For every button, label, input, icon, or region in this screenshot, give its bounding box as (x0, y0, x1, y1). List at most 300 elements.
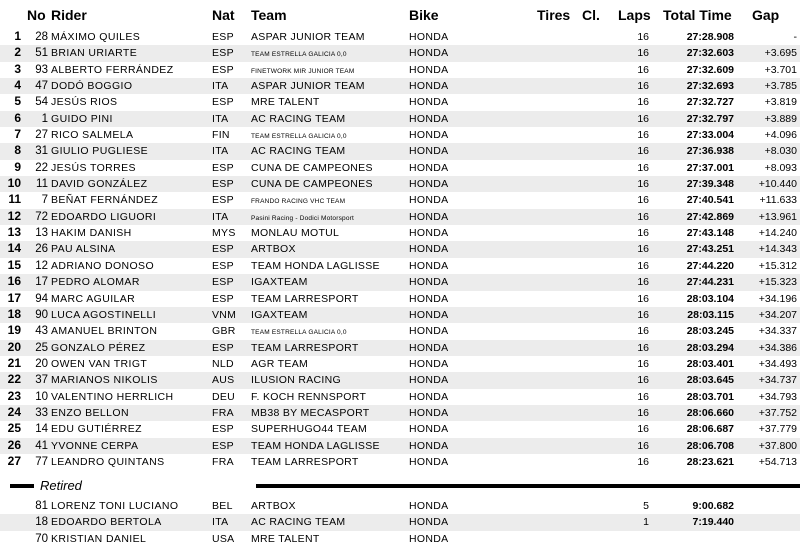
bike-make: HONDA (409, 63, 449, 76)
nationality: ESP (212, 194, 234, 207)
nationality: ESP (212, 63, 234, 76)
nationality: ITA (212, 210, 229, 223)
laps-completed: 16 (637, 194, 649, 207)
classified-results-table (0, 29, 800, 470)
position: 12 (7, 208, 21, 223)
position: 14 (7, 241, 21, 256)
rider-number: 81 (35, 500, 48, 512)
position: 3 (14, 61, 21, 76)
laps-completed: 16 (637, 227, 649, 240)
position: 5 (14, 94, 21, 109)
team-name: TEAM HONDA LAGLISSE (251, 439, 380, 452)
bike-make: HONDA (409, 455, 449, 468)
position: 27 (7, 453, 21, 468)
gap-to-leader: +13.961 (758, 210, 797, 223)
gap-to-leader: +54.713 (758, 455, 797, 468)
total-time: 28:03.245 (686, 325, 734, 338)
team-name: MRE TALENT (251, 532, 320, 545)
bike-make: HONDA (409, 423, 449, 436)
laps-completed: 16 (637, 178, 649, 191)
total-time: 27:43.251 (686, 243, 734, 256)
rider-name: JESÚS TORRES (51, 161, 136, 174)
rider-number: 93 (35, 63, 48, 76)
rider-name: ADRIANO DONOSO (51, 259, 155, 272)
result-row (0, 29, 800, 45)
rider-name: MARC AGUILAR (51, 292, 136, 305)
nationality: GBR (212, 325, 236, 338)
header-class: Cl. (582, 7, 600, 23)
rider-name: GIULIO PUGLIESE (51, 145, 149, 158)
retired-row (0, 514, 800, 530)
rider-name: BRIAN URIARTE (51, 47, 138, 60)
nationality: ESP (212, 161, 234, 174)
position: 9 (14, 159, 21, 174)
position: 1 (14, 29, 21, 43)
position: 16 (7, 274, 21, 289)
laps-completed: 16 (637, 259, 649, 272)
rider-number: 13 (35, 227, 48, 240)
team-name: MB38 BY MECASPORT (251, 406, 370, 419)
bike-make: HONDA (409, 161, 449, 174)
header-laps: Laps (618, 7, 651, 23)
position: 17 (7, 290, 21, 305)
rider-name: RICO SALMELA (51, 129, 134, 142)
rider-number: 28 (35, 31, 48, 43)
total-time: 27:39.348 (686, 178, 734, 191)
result-row (0, 389, 800, 405)
result-row (0, 160, 800, 176)
team-name: FRANDO RACING VHC TEAM (251, 198, 346, 206)
nationality: MYS (212, 227, 236, 240)
team-name: AC RACING TEAM (251, 145, 346, 158)
gap-to-leader: +34.737 (758, 374, 797, 387)
nationality: VNM (212, 308, 237, 321)
total-time: 9:00.682 (692, 500, 734, 512)
total-time: 28:03.401 (686, 357, 734, 370)
nationality: ESP (212, 243, 234, 256)
total-time: 27:32.603 (686, 47, 734, 60)
rider-name: DODÓ BOGGIO (51, 80, 133, 93)
bike-make: HONDA (409, 516, 449, 529)
result-row (0, 209, 800, 225)
bike-make: HONDA (409, 341, 449, 354)
team-name: ASPAR JUNIOR TEAM (251, 80, 365, 93)
nationality: ESP (212, 47, 234, 60)
team-name: CUNA DE CAMPEONES (251, 178, 373, 191)
total-time: 28:03.104 (686, 292, 734, 305)
gap-to-leader: +3.889 (764, 112, 797, 125)
laps-completed: 16 (637, 47, 649, 60)
total-time: 27:32.609 (686, 63, 734, 76)
nationality: ESP (212, 31, 234, 43)
position: 11 (8, 192, 21, 207)
nationality: ESP (212, 439, 234, 452)
bike-make: HONDA (409, 243, 449, 256)
rider-name: BEÑAT FERNÁNDEZ (51, 194, 159, 207)
nationality: FIN (212, 129, 230, 142)
rider-number: 54 (35, 96, 48, 109)
rider-name: HAKIM DANISH (51, 227, 132, 240)
position: 21 (7, 355, 21, 370)
rider-number: 26 (35, 243, 48, 256)
result-row (0, 225, 800, 241)
team-name: TEAM ESTRELLA GALICIA 0,0 (251, 329, 347, 337)
gap-to-leader: +34.196 (758, 292, 797, 305)
gap-to-leader: - (793, 31, 797, 43)
bike-make: HONDA (409, 439, 449, 452)
rider-number: 41 (35, 439, 48, 452)
bike-make: HONDA (409, 406, 449, 419)
result-row (0, 307, 800, 323)
total-time: 27:36.938 (686, 145, 734, 158)
bike-make: HONDA (409, 178, 449, 191)
nationality: FRA (212, 455, 234, 468)
gap-to-leader: +3.785 (764, 80, 797, 93)
rider-number: 11 (36, 178, 48, 191)
team-name: CUNA DE CAMPEONES (251, 161, 373, 174)
laps-completed: 16 (637, 31, 649, 43)
total-time: 7:19.440 (692, 516, 734, 529)
header-rider: Rider (51, 7, 87, 23)
divider-bar-right (256, 484, 800, 488)
rider-name: AMANUEL BRINTON (51, 325, 158, 338)
nationality: USA (212, 532, 235, 545)
rider-name: ENZO BELLON (51, 406, 129, 419)
position: 22 (7, 372, 21, 387)
total-time: 28:03.294 (686, 341, 734, 354)
rider-name: LEANDRO QUINTANS (51, 455, 165, 468)
result-row (0, 127, 800, 143)
result-row (0, 405, 800, 421)
gap-to-leader: +8.030 (764, 145, 797, 158)
retired-row (0, 498, 800, 514)
position: 2 (14, 45, 21, 60)
total-time: 27:33.004 (686, 129, 734, 142)
laps-completed: 16 (637, 129, 649, 142)
rider-number: 77 (35, 455, 48, 468)
nationality: ITA (212, 516, 229, 529)
position: 26 (7, 437, 21, 452)
team-name: SUPERHUGO44 TEAM (251, 423, 368, 436)
rider-name: DAVID GONZÁLEZ (51, 178, 148, 191)
retired-results-table (0, 498, 800, 547)
laps-completed: 16 (637, 96, 649, 109)
retired-row (0, 531, 800, 547)
bike-make: HONDA (409, 227, 449, 240)
bike-make: HONDA (409, 259, 449, 272)
rider-name: MÁXIMO QUILES (51, 31, 141, 43)
nationality: ESP (212, 96, 234, 109)
rider-name: EDOARDO LIGUORI (51, 210, 157, 223)
team-name: ARTBOX (251, 243, 296, 256)
rider-name: VALENTINO HERRLICH (51, 390, 174, 403)
gap-to-leader: +3.695 (764, 47, 797, 60)
team-name: F. KOCH RENNSPORT (251, 390, 367, 403)
rider-number: 25 (35, 341, 48, 354)
result-row (0, 438, 800, 454)
gap-to-leader: +37.752 (758, 406, 797, 419)
bike-make: HONDA (409, 194, 449, 207)
gap-to-leader: +15.312 (758, 259, 797, 272)
bike-make: HONDA (409, 308, 449, 321)
result-row (0, 176, 800, 192)
rider-number: 20 (35, 357, 48, 370)
total-time: 28:03.701 (686, 390, 734, 403)
rider-number: 70 (35, 532, 48, 545)
team-name: AC RACING TEAM (251, 112, 346, 125)
header-tires: Tires (537, 7, 571, 23)
nationality: ESP (212, 423, 234, 436)
bike-make: HONDA (409, 31, 449, 43)
bike-make: HONDA (409, 112, 449, 125)
rider-name: MARIANOS NIKOLIS (51, 374, 158, 387)
rider-number: 90 (35, 308, 48, 321)
laps-completed: 16 (637, 390, 649, 403)
gap-to-leader: +4.096 (764, 129, 797, 142)
rider-number: 94 (35, 292, 48, 305)
rider-number: 27 (35, 129, 48, 142)
laps-completed: 16 (637, 112, 649, 125)
result-row (0, 421, 800, 437)
gap-to-leader: +15.323 (758, 276, 797, 289)
laps-completed: 16 (637, 243, 649, 256)
laps-completed: 16 (637, 145, 649, 158)
total-time: 27:28.908 (686, 31, 734, 43)
nationality: FRA (212, 406, 234, 419)
bike-make: HONDA (409, 374, 449, 387)
rider-number: 1 (41, 112, 48, 125)
laps-completed: 16 (637, 374, 649, 387)
rider-name: EDOARDO BERTOLA (51, 516, 162, 529)
rider-name: ALBERTO FERRÁNDEZ (51, 63, 174, 76)
total-time: 28:23.621 (686, 455, 734, 468)
rider-number: 37 (35, 374, 48, 387)
bike-make: HONDA (409, 532, 449, 545)
total-time: 27:32.727 (686, 96, 734, 109)
laps-completed: 16 (637, 406, 649, 419)
position: 23 (7, 388, 21, 403)
rider-number: 43 (35, 325, 48, 338)
rider-name: LUCA AGOSTINELLI (51, 308, 157, 321)
team-name: IGAXTEAM (251, 308, 308, 321)
bike-make: HONDA (409, 210, 449, 223)
rider-number: 18 (35, 516, 48, 529)
total-time: 27:44.220 (686, 259, 734, 272)
position: 7 (14, 127, 21, 142)
bike-make: HONDA (409, 80, 449, 93)
rider-number: 10 (35, 390, 48, 403)
bike-make: HONDA (409, 390, 449, 403)
result-row (0, 323, 800, 339)
laps-completed: 16 (637, 455, 649, 468)
team-name: FINETWORK MIR JUNIOR TEAM (251, 67, 355, 75)
rider-number: 14 (35, 423, 48, 436)
total-time: 27:44.231 (686, 276, 734, 289)
bike-make: HONDA (409, 357, 449, 370)
total-time: 27:32.693 (686, 80, 734, 93)
result-row (0, 62, 800, 78)
rider-name: JESÚS RIOS (51, 96, 118, 109)
position: 18 (7, 306, 21, 321)
header-bike: Bike (409, 7, 439, 23)
team-name: AC RACING TEAM (251, 516, 346, 529)
bike-make: HONDA (409, 145, 449, 158)
rider-name: KRISTIAN DANIEL (51, 532, 147, 545)
team-name: TEAM HONDA LAGLISSE (251, 259, 380, 272)
laps-completed: 16 (637, 357, 649, 370)
nationality: BEL (212, 500, 233, 512)
result-row (0, 143, 800, 159)
gap-to-leader: +3.819 (764, 96, 797, 109)
rider-number: 17 (35, 276, 48, 289)
header-no: No (27, 7, 46, 23)
bike-make: HONDA (409, 129, 449, 142)
position: 15 (7, 257, 21, 272)
retired-section-divider (0, 475, 800, 497)
position: 10 (7, 176, 21, 191)
gap-to-leader: +8.093 (764, 161, 797, 174)
nationality: ITA (212, 112, 229, 125)
team-name: TEAM LARRESPORT (251, 341, 359, 354)
gap-to-leader: +34.207 (758, 308, 797, 321)
total-time: 28:03.115 (687, 308, 734, 321)
nationality: AUS (212, 374, 235, 387)
bike-make: HONDA (409, 292, 449, 305)
team-name: AGR TEAM (251, 357, 309, 370)
rider-name: GUIDO PINI (51, 112, 113, 125)
total-time: 27:43.148 (686, 227, 734, 240)
laps-completed: 16 (637, 325, 649, 338)
position: 8 (14, 143, 21, 158)
laps-completed: 16 (637, 423, 649, 436)
result-row (0, 274, 800, 290)
team-name: MRE TALENT (251, 96, 320, 109)
nationality: NLD (212, 357, 234, 370)
rider-name: GONZALO PÉREZ (51, 341, 146, 354)
rider-number: 31 (35, 145, 48, 158)
rider-number: 72 (35, 210, 48, 223)
result-row (0, 291, 800, 307)
result-row (0, 258, 800, 274)
position: 20 (7, 339, 21, 354)
position: 4 (14, 78, 21, 93)
total-time: 28:06.708 (686, 439, 734, 452)
team-name: TEAM ESTRELLA GALICIA 0,0 (251, 133, 347, 141)
rider-name: EDU GUTIÉRREZ (51, 423, 142, 436)
nationality: DEU (212, 390, 236, 403)
team-name: ARTBOX (251, 500, 296, 512)
team-name: ILUSION RACING (251, 374, 341, 387)
laps-completed: 16 (637, 439, 649, 452)
nationality: ESP (212, 259, 234, 272)
gap-to-leader: +37.800 (758, 439, 797, 452)
bike-make: HONDA (409, 325, 449, 338)
gap-to-leader: +3.701 (764, 63, 797, 76)
retired-heading: Retired (40, 478, 82, 493)
gap-to-leader: +37.779 (758, 423, 797, 436)
position: 25 (7, 421, 21, 436)
result-row (0, 241, 800, 257)
total-time: 28:06.687 (686, 423, 734, 436)
position: 19 (7, 323, 21, 338)
nationality: ESP (212, 178, 234, 191)
team-name: ASPAR JUNIOR TEAM (251, 31, 365, 43)
divider-bar-left (10, 484, 34, 488)
result-row (0, 111, 800, 127)
rider-name: LORENZ TONI LUCIANO (51, 500, 179, 512)
laps-completed: 16 (637, 341, 649, 354)
position: 24 (7, 404, 21, 419)
laps-completed: 5 (643, 500, 649, 512)
result-row (0, 94, 800, 110)
gap-to-leader: +34.493 (758, 357, 797, 370)
gap-to-leader: +14.240 (758, 227, 797, 240)
nationality: ESP (212, 276, 234, 289)
result-row (0, 45, 800, 61)
bike-make: HONDA (409, 500, 449, 512)
nationality: ESP (212, 341, 234, 354)
rider-name: PEDRO ALOMAR (51, 276, 140, 289)
result-row (0, 78, 800, 94)
nationality: ESP (212, 292, 234, 305)
header-nat: Nat (212, 7, 235, 23)
total-time: 27:40.541 (686, 194, 734, 207)
header-total-time: Total Time (663, 7, 732, 23)
result-row (0, 372, 800, 388)
laps-completed: 16 (637, 308, 649, 321)
rider-name: PAU ALSINA (51, 243, 116, 256)
result-row (0, 454, 800, 470)
laps-completed: 16 (637, 80, 649, 93)
rider-name: YVONNE CERPA (51, 439, 139, 452)
gap-to-leader: +14.343 (758, 243, 797, 256)
position: 6 (14, 110, 21, 125)
result-row (0, 192, 800, 208)
total-time: 28:06.660 (686, 406, 734, 419)
rider-number: 33 (35, 406, 48, 419)
nationality: ITA (212, 145, 229, 158)
result-row (0, 340, 800, 356)
result-row (0, 356, 800, 372)
header-gap: Gap (752, 7, 780, 23)
rider-number: 47 (35, 80, 48, 93)
team-name: TEAM ESTRELLA GALICIA 0,0 (251, 51, 347, 59)
position: 13 (7, 225, 21, 240)
laps-completed: 16 (637, 276, 649, 289)
laps-completed: 1 (643, 516, 649, 529)
gap-to-leader: +34.793 (758, 390, 797, 403)
team-name: MONLAU MOTUL (251, 227, 340, 240)
rider-number: 22 (35, 161, 48, 174)
rider-number: 7 (41, 194, 48, 207)
gap-to-leader: +34.337 (758, 325, 797, 338)
gap-to-leader: +11.633 (759, 194, 797, 207)
team-name: Pasini Racing - Dodici Motorsport (251, 214, 355, 222)
header-team: Team (251, 7, 287, 23)
bike-make: HONDA (409, 47, 449, 60)
rider-name: OWEN VAN TRIGT (51, 357, 148, 370)
gap-to-leader: +10.440 (758, 178, 797, 191)
team-name: TEAM LARRESPORT (251, 292, 359, 305)
bike-make: HONDA (409, 96, 449, 109)
rider-number: 51 (35, 47, 48, 60)
total-time: 27:37.001 (686, 161, 734, 174)
laps-completed: 16 (637, 292, 649, 305)
team-name: IGAXTEAM (251, 276, 308, 289)
bike-make: HONDA (409, 276, 449, 289)
nationality: ITA (212, 80, 229, 93)
laps-completed: 16 (637, 63, 649, 76)
